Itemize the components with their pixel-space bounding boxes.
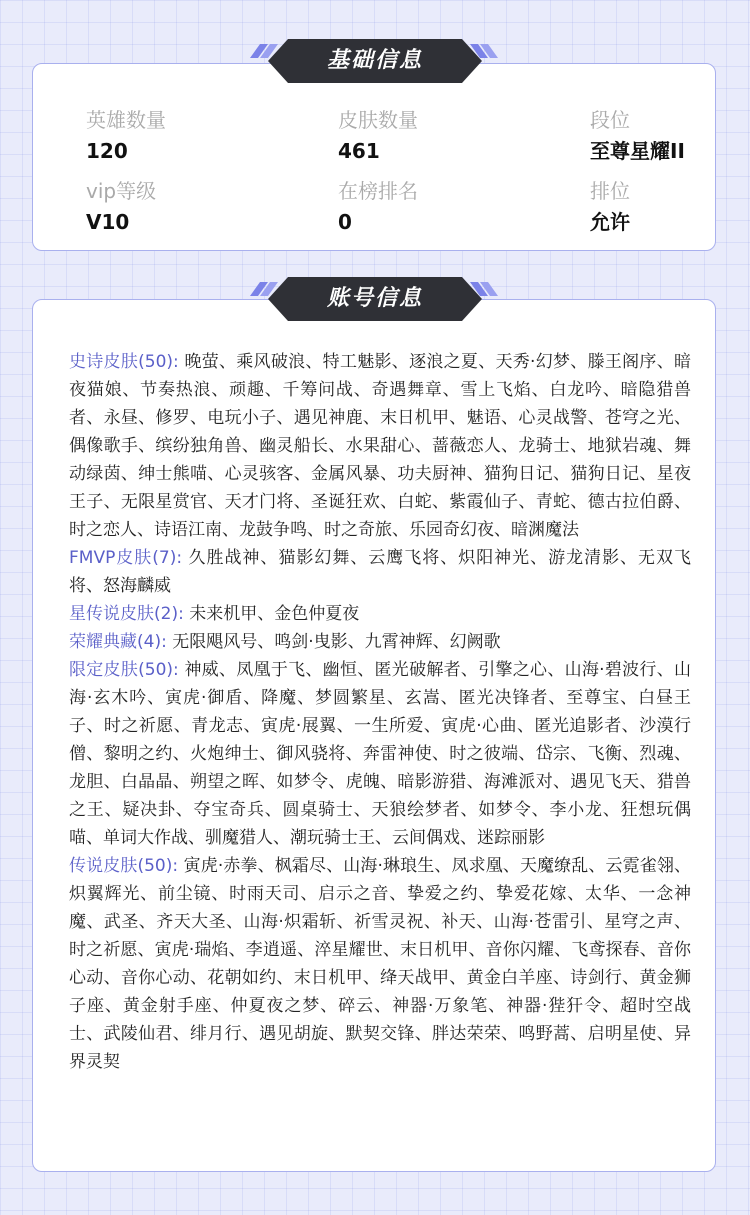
skin-category-epic <box>69 348 691 544</box>
skin-category-legend <box>69 852 691 1076</box>
rank-tier-stat <box>590 106 750 165</box>
skin-category-items: 未来机甲、金色仲夏夜 <box>189 604 360 624</box>
account-info-title: 账号信息 <box>326 286 423 311</box>
skin-category-label: 史诗皮肤(50): <box>69 352 179 372</box>
vip-level-value: V10 <box>86 210 130 234</box>
basic-info-title-badge <box>248 38 502 84</box>
vip-level-label: vip等级 <box>86 179 157 203</box>
skin-count-value: 461 <box>338 139 380 163</box>
skin-category-items: 无限飓风号、鸣剑·曳影、九霄神辉、幻阙歌 <box>172 632 501 652</box>
basic-info-card <box>32 63 716 251</box>
account-info-title-badge <box>248 276 502 322</box>
leaderboard-rank-value: 0 <box>338 210 352 234</box>
hero-count-stat <box>86 106 286 165</box>
skin-category-label: 限定皮肤(50): <box>69 660 179 680</box>
skin-category-label: 荣耀典藏(4): <box>69 632 167 652</box>
skin-category-items: 久胜战神、猫影幻舞、云鹰飞将、炽阳神光、游龙清影、无双飞将、怒海麟威 <box>69 548 692 596</box>
skin-category-label: 传说皮肤(50): <box>69 856 179 876</box>
rank-tier-label: 段位 <box>590 108 630 132</box>
ranked-permission-label: 排位 <box>590 179 630 203</box>
leaderboard-rank-label: 在榜排名 <box>338 179 418 203</box>
skin-category-label: 星传说皮肤(2): <box>69 604 184 624</box>
skin-count-stat <box>338 106 538 165</box>
leaderboard-rank-stat <box>338 177 538 236</box>
basic-info-title: 基础信息 <box>326 48 423 73</box>
skin-list <box>69 348 691 1076</box>
skin-category-label: FMVP皮肤(7): <box>69 548 183 568</box>
account-info-card <box>32 299 716 1172</box>
vip-level-stat <box>86 177 286 236</box>
skin-category-items: 神威、凤凰于飞、幽恒、匿光破解者、引擎之心、山海·碧波行、山海·玄木吟、寅虎·御盾、降魔、梦圆繁星、玄嵩、匿光决锋者、至尊宝、白昼王子、时之祈愿、青龙志、寅虎·展翼、一生所爱、寅虎·心曲、匿光追影者、沙漠行僧、黎明之约、火炮绅士、御风骁将、奔雷神使、时之彼端、岱宗、飞衡、烈魂、龙胆、白晶晶、朔望之晖、如梦令、虎魄、暗影游猎、海滩派对、遇见飞天、猎兽之王、疑决卦、夺宝奇兵、圆桌骑士、天狼绘梦者、如梦令、李小龙、狂想玩偶喵、单词大作战、驯魔猎人、潮玩骑士王、云间偶戏、迷踪丽影 <box>69 660 691 848</box>
ranked-permission-stat <box>590 177 750 236</box>
hero-count-label: 英雄数量 <box>86 108 166 132</box>
skin-category-limited <box>69 656 691 852</box>
skin-category-star-legend <box>69 600 691 628</box>
skin-category-fmvp <box>69 544 691 600</box>
skin-category-glory <box>69 628 691 656</box>
skin-category-items: 寅虎·赤拳、枫霜尽、山海·琳琅生、凤求凰、天魔缭乱、云霓雀翎、炽翼辉光、前尘镜、时雨天司、启示之音、挚爱之约、挚爱花嫁、太华、一念神魔、武圣、齐天大圣、山海·炽霜斩、祈雪灵祝、补天、山海·苍雷引、星穹之声、时之祈愿、寅虎·瑞焰、李逍遥、淬星耀世、末日机甲、音你闪耀、飞鸢探春、音你心动、音你心动、花朝如约、末日机甲、绛天战甲、黄金白羊座、诗剑行、黄金狮子座、黄金射手座、仲夏夜之梦、碎云、神器·万象笔、神器·狴犴令、超时空战士、武陵仙君、绯月行、遇见胡旋、默契交锋、胖达荣荣、鸣野蒿、启明星使、异界灵契 <box>69 856 692 1072</box>
hero-count-value: 120 <box>86 139 128 163</box>
rank-tier-value: 至尊星耀II <box>590 139 685 163</box>
ranked-permission-value: 允许 <box>590 210 630 234</box>
skin-count-label: 皮肤数量 <box>338 108 418 132</box>
skin-category-items: 晚萤、乘风破浪、特工魅影、逐浪之夏、天秀·幻梦、滕王阁序、暗夜猫娘、节奏热浪、顽趣、千筹问战、奇遇舞章、雪上飞焰、白龙吟、暗隐猎兽者、永昼、修罗、电玩小子、遇见神鹿、末日机甲、魅语、心灵战警、苍穹之光、偶像歌手、缤纷独角兽、幽灵船长、水果甜心、蔷薇恋人、龙骑士、地狱岩魂、舞动绿茵、绅士熊喵、心灵骇客、金属风暴、功夫厨神、猫狗日记、猫狗日记、星夜王子、无限星赏官、天才门将、圣诞狂欢、白蛇、紫霞仙子、青蛇、德古拉伯爵、时之恋人、诗语江南、龙鼓争鸣、时之奇旅、乐园奇幻夜、暗渊魔法 <box>69 352 691 540</box>
